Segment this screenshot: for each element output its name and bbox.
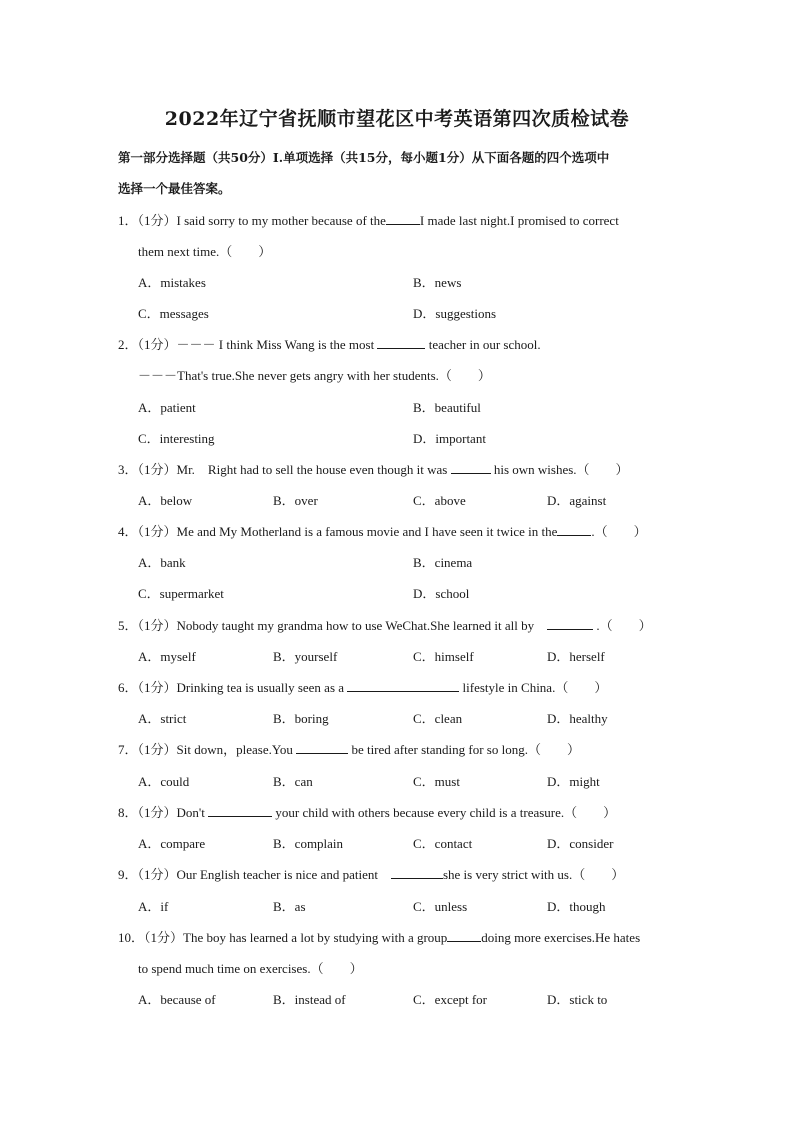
option-c[interactable]: C．clean: [413, 711, 463, 726]
section-header-line1: 第一部分选择题（共50分）I.单项选择（共15分，每小题1分）从下面各题的四个选项中: [118, 150, 610, 165]
answer-blank: [208, 805, 272, 817]
option-b[interactable]: B．news: [413, 275, 462, 290]
option-b[interactable]: B．cinema: [413, 555, 473, 570]
question-text-after: teacher in our school.: [428, 337, 541, 352]
answer-blank: [377, 337, 425, 349]
question-2: [118, 334, 541, 353]
question-text-after: I made last night.I promised to correct: [419, 213, 619, 228]
question-number: 7．（1分）: [118, 742, 177, 757]
question-text-before: The boy has learned a lot by studying with a group: [183, 930, 448, 945]
question-text-before: Me and My Motherland is a famous movie and I have seen it twice in the: [176, 524, 558, 539]
question-text-after: doing more exercises.He hates: [481, 930, 641, 945]
question-number: 8．（1分）: [118, 805, 177, 820]
option-a[interactable]: A．compare: [138, 836, 206, 851]
option-b[interactable]: B．yourself: [273, 649, 338, 664]
option-c[interactable]: C．above: [413, 493, 466, 508]
option-d[interactable]: D．healthy: [547, 711, 608, 726]
question-9: [118, 864, 624, 883]
question-number: 4．（1分）: [118, 524, 177, 539]
question-text-after: .（ ）: [591, 524, 647, 539]
question-number: 3．（1分）: [118, 462, 177, 477]
option-c[interactable]: C．interesting: [138, 431, 215, 446]
question-text-before: －－－ I think Miss Wang is the most: [176, 337, 375, 352]
question-6: [118, 677, 607, 696]
option-b[interactable]: B．as: [273, 899, 306, 914]
option-c[interactable]: C．messages: [138, 306, 209, 321]
question-text-after: she is very strict with us.（ ）: [442, 867, 625, 882]
option-b[interactable]: B．complain: [273, 836, 344, 851]
option-b[interactable]: B．instead of: [273, 992, 346, 1007]
answer-blank: [447, 930, 481, 942]
question-text-before: I said sorry to my mother because of the: [176, 213, 386, 228]
option-c[interactable]: C．must: [413, 774, 460, 789]
option-c[interactable]: C．himself: [413, 649, 474, 664]
question-text-before: Mr. Right had to sell the house even though it was: [176, 462, 448, 477]
question-text-before: Nobody taught my grandma how to use WeChat.She learned it all by: [176, 618, 535, 633]
question-text-after: your child with others because every child is a treasure.（ ）: [275, 805, 617, 820]
option-d[interactable]: D．school: [413, 586, 470, 601]
question-text-before: Drinking tea is usually seen as a: [176, 680, 345, 695]
question-text-before: Our English teacher is nice and patient: [176, 867, 378, 882]
question-number: 1．（1分）: [118, 213, 177, 228]
option-d[interactable]: D．important: [413, 431, 486, 446]
option-d[interactable]: D．herself: [547, 649, 605, 664]
option-c[interactable]: C．contact: [413, 836, 473, 851]
option-a[interactable]: A．because of: [138, 992, 216, 1007]
option-a[interactable]: A．bank: [138, 555, 186, 570]
answer-blank: [386, 213, 420, 225]
answer-blank: [451, 462, 491, 474]
option-b[interactable]: B．can: [273, 774, 313, 789]
option-a[interactable]: A．below: [138, 493, 193, 508]
question-3: [118, 459, 629, 478]
question-text-after: lifestyle in China.（ ）: [462, 680, 608, 695]
question-text-before: Sit down，please.You: [176, 742, 293, 757]
question-text-after: be tired after standing for so long.（ ）: [351, 742, 580, 757]
question-5: [118, 615, 652, 634]
question-8: [118, 802, 616, 821]
question-2-line2: －－－That's true.She never gets angry with her students.（ ）: [138, 368, 491, 383]
question-number: 2．（1分）: [118, 337, 177, 352]
answer-blank: [296, 742, 348, 754]
answer-blank: [557, 524, 591, 536]
page-title: 2022年辽宁省抚顺市望花区中考英语第四次质检试卷: [164, 108, 630, 130]
option-b[interactable]: B．over: [273, 493, 318, 508]
section-header-line2: 选择一个最佳答案。: [118, 181, 231, 196]
option-d[interactable]: D．might: [547, 774, 600, 789]
option-a[interactable]: A．mistakes: [138, 275, 206, 290]
question-10: [118, 927, 640, 946]
question-1: [118, 210, 619, 229]
option-a[interactable]: A．if: [138, 899, 169, 914]
option-a[interactable]: A．myself: [138, 649, 196, 664]
option-b[interactable]: B．boring: [273, 711, 329, 726]
question-4: [118, 521, 647, 540]
option-a[interactable]: A．strict: [138, 711, 187, 726]
question-number: 6．（1分）: [118, 680, 177, 695]
question-number: 5．（1分）: [118, 618, 177, 633]
question-text-after: his own wishes.（ ）: [493, 462, 629, 477]
question-number: 9．（1分）: [118, 867, 177, 882]
question-10-line2: to spend much time on exercises.（ ）: [138, 961, 363, 976]
question-text-after: .（ ）: [596, 618, 652, 633]
option-d[interactable]: D．consider: [547, 836, 614, 851]
question-number: 10．（1分）: [118, 930, 184, 945]
option-d[interactable]: D．against: [547, 493, 607, 508]
question-text-before: Don't: [176, 805, 205, 820]
option-d[interactable]: D．stick to: [547, 992, 608, 1007]
option-c[interactable]: C．unless: [413, 899, 468, 914]
answer-blank: [391, 867, 443, 879]
option-c[interactable]: C．supermarket: [138, 586, 224, 601]
option-c[interactable]: C．except for: [413, 992, 488, 1007]
question-1-line2: them next time.（ ）: [138, 244, 272, 259]
option-a[interactable]: A．patient: [138, 400, 196, 415]
question-7: [118, 739, 580, 758]
answer-blank: [547, 618, 593, 630]
option-d[interactable]: D．though: [547, 899, 606, 914]
answer-blank: [347, 680, 459, 692]
option-b[interactable]: B．beautiful: [413, 400, 481, 415]
option-a[interactable]: A．could: [138, 774, 190, 789]
option-d[interactable]: D．suggestions: [413, 306, 497, 321]
